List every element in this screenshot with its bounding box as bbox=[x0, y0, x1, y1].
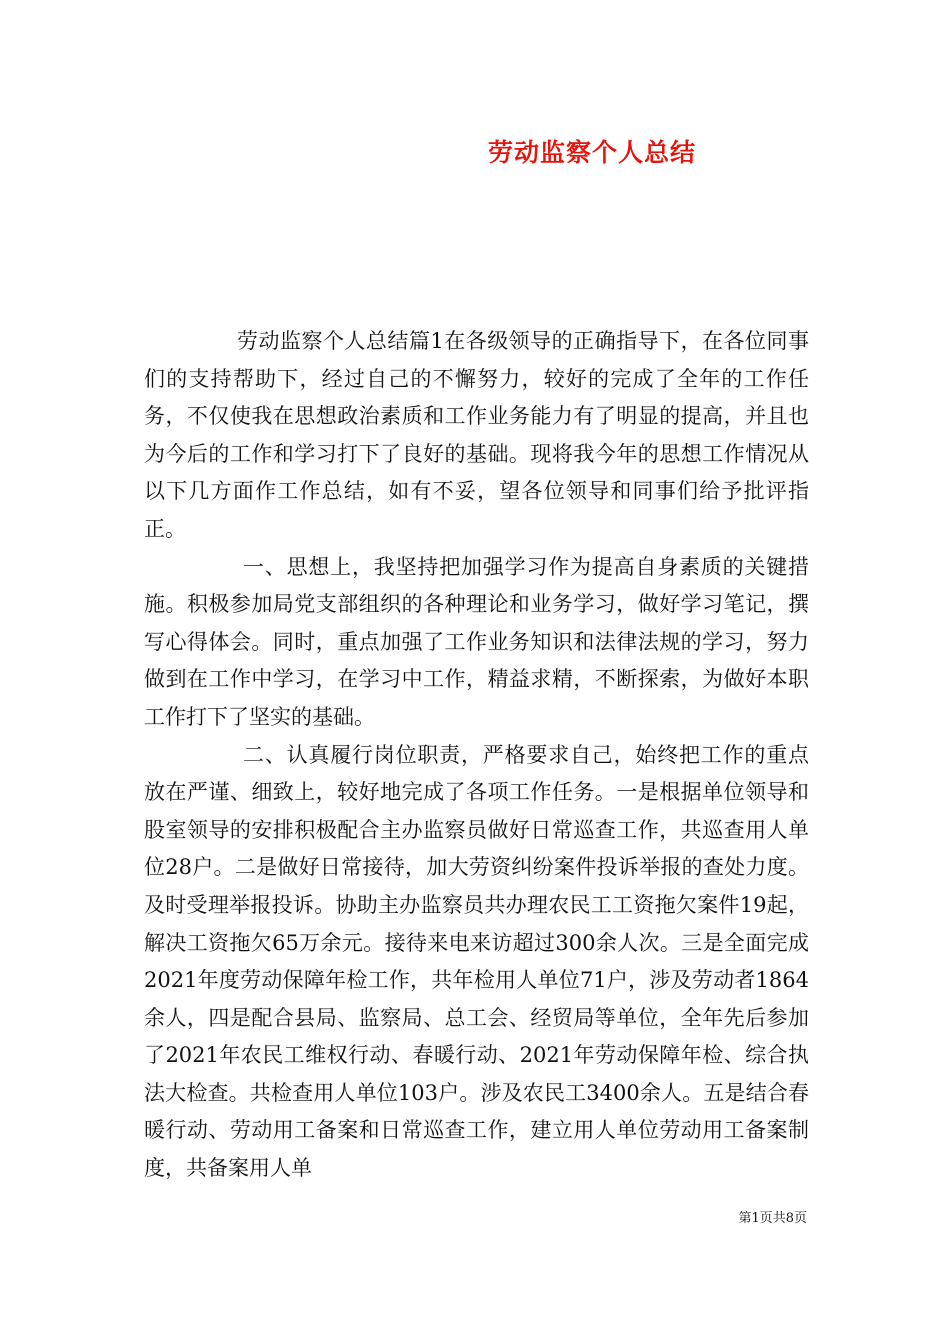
document-title: 劳动监察个人总结 bbox=[488, 138, 697, 167]
document-body bbox=[144, 323, 809, 1188]
paragraph-intro: 劳动监察个人总结篇1在各级领导的正确指导下，在各位同事们的支持帮助下，经过自己的不懈努力，较好的完成了全年的工作任务，不仅使我在思想政治素质和工作业务能力有了明显的提高，并且也为今后的工作和学习打下了良好的基础。现将我今年的思想工作情况从以下几方面作工作总结，如有不妥，望各位领导和同事们给予批评指正。 bbox=[144, 329, 809, 541]
paragraph-section-2: 二、认真履行岗位职责，严格要求自己，始终把工作的重点放在严谨、细致上，较好地完成了各项工作任务。一是根据单位领导和股室领导的安排积极配合主办监察员做好日常巡查工作，共巡查用人单位28户。二是做好日常接待，加大劳资纠纷案件投诉举报的查处力度。及时受理举报投诉。协助主办监察员共办理农民工工资拖欠案件19起，解决工资拖欠65万余元。接待来电来访超过300余人次。三是全面完成2021年度劳动保障年检工作，共年检用人单位71户，涉及劳动者1864余人，四是配合县局、监察局、总工会、经贸局等单位，全年先后参加了2021年农民工维权行动、春暖行动、2021年劳动保障年检、综合执法大检查。共检查用人单位103户。涉及农民工3400余人。五是结合春暖行动、劳动用工备案和日常巡查工作，建立用人单位劳动用工备案制度，共备案用人单 bbox=[144, 742, 809, 1181]
page-number: 第1页共8页 bbox=[738, 1211, 807, 1226]
paragraph-section-1: 一、思想上，我坚持把加强学习作为提高自身素质的关键措施。积极参加局党支部组织的各种理论和业务学习，做好学习笔记，撰写心得体会。同时，重点加强了工作业务知识和法律法规的学习，努力做到在工作中学习，在学习中工作，精益求精，不断探索，为做好本职工作打下了坚实的基础。 bbox=[144, 554, 809, 729]
